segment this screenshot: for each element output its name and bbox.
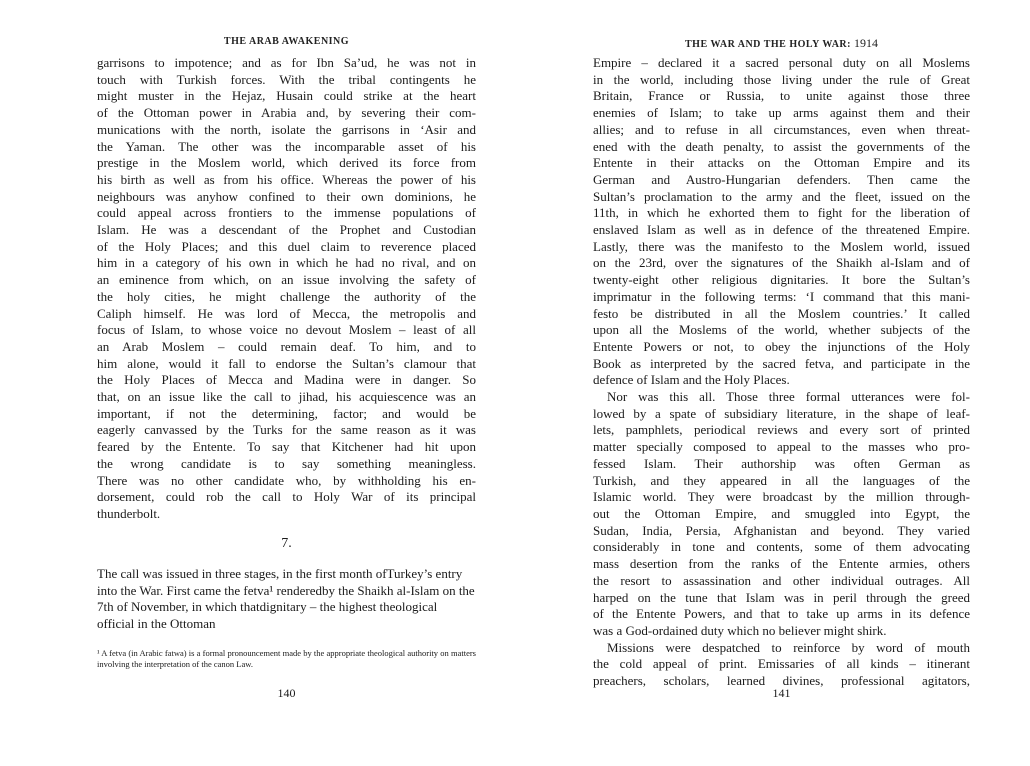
text-line: fessed Islam. Their authorship was often German as	[593, 455, 970, 471]
footnote: ¹ A fetva (in Arabic fatwa) is a formal pronouncement made by the appropriate theological authority on matters involving the interpretation of the canon Law.	[97, 648, 476, 669]
text-line: Islamic world. They were broadcast by the million through-	[593, 489, 970, 505]
text-line: ened with the death penalty, to assist the governments of the	[593, 138, 970, 154]
text-line: munications with the north, isolate the garrisons in ‘Asir and	[97, 121, 476, 137]
text-line: an Arab Moslem – could remain deaf. To him, and to	[97, 338, 476, 354]
text-line: Sultan’s proclamation to the army and the fleet, issued on the	[593, 188, 970, 204]
text-line: of the Holy Places; and this duel claim to reverence placed	[97, 238, 476, 254]
running-head-year: 1914	[853, 36, 878, 50]
text-line: dignitary – the highest theological official in the Ottoman	[97, 599, 438, 632]
text-line: of the Ottoman power in Arabia and, by severing their com-	[97, 105, 476, 121]
text-line: festo be distributed in all the Moslem countries.’ It called	[593, 305, 970, 321]
text-line: the Yaman. The other was the incomparable asset of his	[97, 138, 476, 154]
text-line: was a God-ordained duty which no believer might shirk.	[593, 622, 887, 638]
text-line: allies; and to refuse in all circumstances, even when threat-	[593, 121, 970, 137]
text-line: Britain, France or Russia, to unite against those three	[593, 88, 970, 104]
text-line: the holy cities, he might challenge the authority of the	[97, 288, 476, 304]
text-line: Entente Powers or not, to obey the injunctions of the Holy	[593, 338, 970, 354]
text-line: Sudan, India, Persia, Afghanistan and beyond. They varied	[593, 522, 970, 538]
page-number-right: 141	[772, 686, 791, 700]
text-line: Nor was this all. Those three formal utterances were fol-	[607, 389, 970, 405]
text-line: garrisons to impotence; and as for Ibn Sa’ud, he was not in	[97, 55, 476, 70]
text-line: The call was issued in three stages, in the first month of	[97, 566, 387, 581]
text-line: the Holy Places of Mecca and Madina were in danger. So	[97, 372, 476, 388]
running-head-left: THE ARAB AWAKENING	[223, 36, 350, 47]
left-body-text	[97, 55, 476, 523]
text-line: lets, pamphlets, periodical reviews and every sort of printed	[593, 422, 970, 438]
text-line: neighbours was anyhow confined to their own dominions, he	[97, 188, 476, 204]
text-line: harped on the tune that Islam was in peril through the greed	[593, 589, 970, 605]
text-line: twenty-eight other religious dignitaries. It bore the Sultan’s	[593, 272, 970, 288]
running-head-title: THE WAR AND THE HOLY WAR:	[685, 39, 851, 50]
text-line: mass desertion from the ranks of the Entente armies, others	[593, 556, 970, 572]
text-line: Turkish, and they appeared in all the languages of the	[593, 472, 970, 488]
text-line: important, if not the determining, factor; and would be	[97, 405, 476, 421]
text-line: eagerly canvassed by the Turks for the same reason as it was	[97, 422, 476, 438]
text-line: of the Entente Powers, and that to take up arms in its defence	[593, 606, 970, 622]
text-line: Empire – declared it a sacred personal duty on all Moslems	[593, 55, 970, 70]
text-line: Turkey’s entry into the War. First came the fetva¹ rendered	[97, 566, 463, 598]
text-line: There was no other candidate who, by withholding his en-	[97, 472, 476, 488]
text-line: considerably in tone and contents, some of them advocating	[593, 539, 970, 555]
right-body-text	[593, 55, 970, 690]
page-number-left: 140	[277, 686, 296, 700]
text-line: in the world, including those living under the rule of Great	[593, 71, 970, 87]
text-line: lowed by a spate of subsidiary literature, in the shape of leaf-	[593, 405, 970, 421]
left-page	[97, 0, 476, 766]
right-page	[593, 0, 970, 766]
text-line: him in a category of his own in which he had no rival, and on	[97, 255, 476, 271]
text-line: him alone, would it fall to endorse the Sultan’s clamour that	[97, 355, 476, 371]
text-line: feared by the Entente. To say that Kitchener had hit upon	[97, 439, 476, 455]
text-line: could appeal across frontiers to the immense populations of	[97, 205, 476, 221]
text-line: matter specially composed to appeal to the masses who pro-	[593, 439, 970, 455]
section-body-text	[97, 566, 476, 633]
text-line: Lastly, there was the manifesto to the Moslem world, issued	[593, 238, 970, 254]
text-line: German and Austro-Hungarian defenders. Then came the	[593, 171, 970, 187]
text-line: Islam. He was a descendant of the Prophet and Custodian	[97, 222, 476, 238]
text-line: defence of Islam and the Holy Places.	[593, 372, 790, 388]
text-line: upon all the Moslems of the world, whether subjects of the	[593, 322, 970, 338]
text-line: focus of Islam, to whose voice no devout Moslem – least of all	[97, 322, 476, 338]
text-line: touch with Turkish forces. With the tribal contingents he	[97, 71, 476, 87]
text-line: enemies of Islam; to take up arms against them and their	[593, 105, 970, 121]
text-line: the resort to assassination and other individual outrages. All	[593, 572, 970, 588]
text-line: dorsement, could rob the call to Holy War of its principal	[97, 489, 476, 505]
text-line: that, on an issue like the call to jihad, his acquiescence was an	[97, 389, 476, 405]
running-head-right	[593, 36, 970, 51]
text-line: on the 23rd, over the signatures of the Shaikh al-Islam and of	[593, 255, 970, 271]
text-line: Book as interpreted by the sacred fetva, and participate in the	[593, 355, 970, 371]
text-line: 11th, in which he exhorted them to fight for the liberation of	[593, 205, 970, 221]
text-line: by the Shaikh al-Islam on the 7th of November, in which that	[97, 582, 475, 615]
text-line: preachers, scholars, learned divines, professional agitators,	[593, 673, 970, 689]
text-line: enslaved Islam as well as in defence of the threatened Empire.	[593, 222, 970, 238]
text-line: Caliph himself. He was lord of Mecca, the metropolis and	[97, 305, 476, 321]
text-line: an eminence from which, on an issue involving the safety of	[97, 272, 476, 288]
text-line: the cold appeal of print. Emissaries of all kinds – itinerant	[593, 656, 970, 672]
text-line: his birth as well as from his office. Whereas the power of his	[97, 171, 476, 187]
text-line: out the Ottoman Empire, and smuggled into Egypt, the	[593, 505, 970, 521]
section-number: 7.	[281, 536, 292, 551]
text-line: thunderbolt.	[97, 505, 161, 521]
text-line: imprimatur in the following terms: ‘I command that this mani-	[593, 288, 970, 304]
text-line: Entente in their attacks on the Ottoman Empire and its	[593, 155, 970, 171]
text-line: prestige in the Moslem world, which derived its force from	[97, 155, 476, 171]
text-line: might muster in the Hejaz, Husain could strike at the heart	[97, 88, 476, 104]
text-line: Missions were despatched to reinforce by word of mouth	[607, 639, 970, 655]
text-line: the wrong candidate is to say something meaningless.	[97, 455, 476, 471]
